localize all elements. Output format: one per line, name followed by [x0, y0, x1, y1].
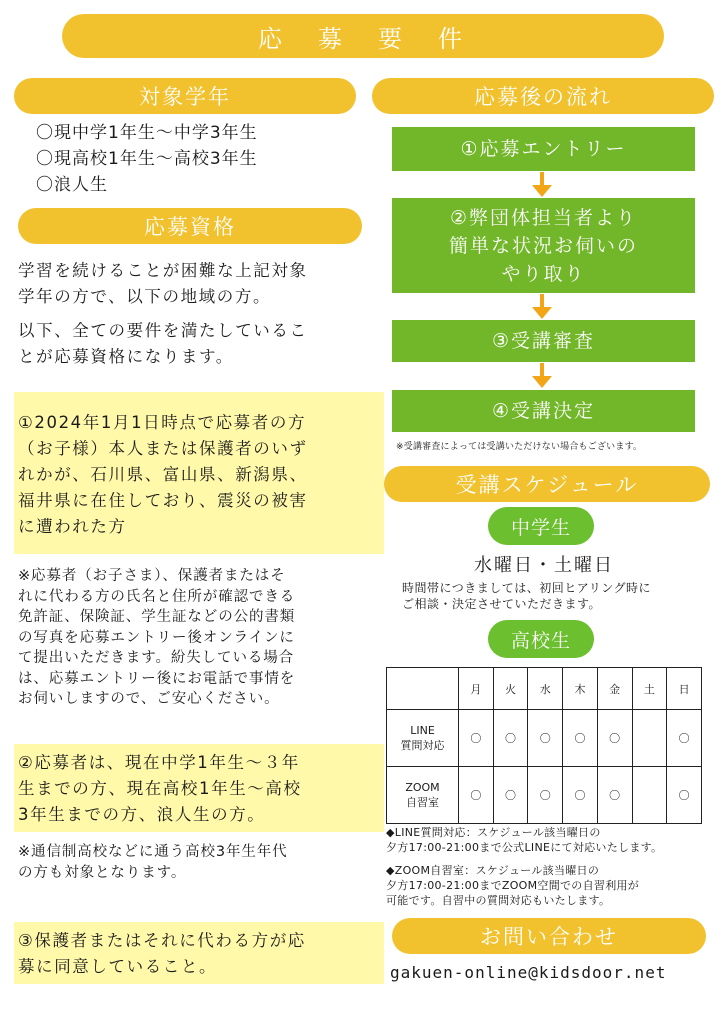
qualification-heading-text: 応募資格 — [144, 215, 236, 239]
flow-heading — [372, 78, 714, 114]
flow-step-2-line: ②弊団体担当者より — [449, 206, 638, 229]
row-label-line: 自習室 — [406, 796, 439, 809]
flow-heading-text: 応募後の流れ — [474, 85, 612, 109]
requirement-line: れかが、石川県、富山県、新潟県、 — [18, 465, 308, 484]
table-header-cell: 日 — [667, 668, 702, 710]
junior-high-note — [402, 580, 712, 612]
note-line: 時間帯につきましては、初回ヒアリング時に — [402, 581, 652, 595]
requirement-line: ②応募者は、現在中学1年生～３年 — [18, 753, 300, 772]
flow-step-3-text: ③受講審査 — [491, 330, 596, 352]
junior-high-label — [488, 507, 594, 545]
flow-step-2-line: 簡単な状況お伺いの — [448, 234, 638, 257]
table-cell: 〇 — [597, 710, 632, 767]
note-line: お伺いしますので、ご安心ください。 — [18, 691, 280, 707]
intro-line: 学習を続けることが困難な上記対象 — [18, 261, 308, 280]
table-cell: 〇 — [528, 767, 563, 824]
schedule-heading — [384, 466, 710, 502]
qualification-intro — [18, 258, 378, 310]
flow-step-4 — [392, 390, 695, 432]
eligibility-list — [36, 120, 366, 198]
eligibility-item: 〇浪人生 — [36, 175, 108, 195]
table-row — [387, 710, 702, 767]
table-header-cell: 金 — [597, 668, 632, 710]
arrow-down-icon — [532, 172, 552, 198]
table-header-cell: 木 — [563, 668, 598, 710]
flow-step-1 — [392, 127, 695, 171]
note-line: の方も対象となります。 — [18, 864, 187, 881]
requirement-line: ③保護者またはそれに代わる方が応 — [18, 931, 306, 950]
note-line: は、応募エントリー後にお電話で事情を — [18, 670, 296, 687]
table-header-cell: 土 — [632, 668, 667, 710]
page-title — [62, 14, 664, 58]
senior-high-label — [488, 620, 594, 658]
schedule-table — [386, 667, 702, 824]
note-line: て提出いただきます。紛失している場合 — [18, 650, 295, 666]
table-header-cell: 火 — [493, 668, 528, 710]
requirement-2 — [18, 750, 384, 828]
table-cell: 〇 — [528, 710, 563, 767]
eligibility-heading-text: 対象学年 — [139, 85, 231, 109]
note-line: れに代わる方の氏名と住所が確認できる — [18, 588, 296, 605]
row-label-line — [387, 710, 459, 767]
intro-line: とが応募資格になります。 — [18, 347, 234, 366]
note-line: ※通信制高校などに通う高校3年生年代 — [18, 844, 288, 860]
intro-line: 学年の方で、以下の地域の方。 — [18, 287, 272, 306]
table-cell: 〇 — [459, 767, 494, 824]
table-cell: 〇 — [597, 767, 632, 824]
note-line: 夕方17:00-21:00まで公式LINEにて対応いたします。 — [386, 841, 663, 854]
requirement-line: に遭われた方 — [18, 517, 127, 536]
flow-note: ※受講審査によっては受講いただけない場合もございます。 — [396, 442, 643, 452]
flow-step-4-text: ④受講決定 — [491, 400, 596, 422]
requirement-2-note — [18, 842, 380, 883]
line-support-note — [386, 825, 722, 855]
note-line: 免許証、保険証、学生証などの公的書類 — [18, 609, 296, 625]
junior-high-days: 水曜日・土曜日 — [474, 555, 614, 576]
arrow-down-icon — [532, 363, 552, 389]
requirement-line: 募に同意していること。 — [18, 957, 218, 976]
table-cell — [632, 767, 667, 824]
flow-step-2 — [392, 198, 695, 293]
flow-step-1-text: ①応募エントリー — [460, 138, 627, 160]
table-cell: 〇 — [563, 710, 598, 767]
junior-high-label-text: 中学生 — [510, 516, 571, 539]
table-cell: 〇 — [667, 710, 702, 767]
note-line: の写真を応募エントリー後オンラインに — [18, 629, 295, 646]
contact-heading — [392, 918, 706, 954]
table-corner-cell — [387, 668, 459, 710]
note-line: 可能です。自習中の質問対応もいたします。 — [386, 894, 611, 907]
senior-high-label-text: 高校生 — [510, 629, 571, 652]
eligibility-item: 〇現高校1年生～高校3年生 — [36, 149, 258, 169]
table-cell: 〇 — [459, 710, 494, 767]
requirement-1-note — [18, 566, 380, 710]
schedule-heading-text: 受講スケジュール — [455, 473, 639, 497]
flow-step-2-line: やり取り — [501, 262, 586, 285]
row-label-line: ZOOM — [405, 781, 440, 794]
table-cell — [632, 710, 667, 767]
table-cell: 〇 — [493, 710, 528, 767]
note-line: 夕方17:00-21:00までZOOM空間での自習利用が — [386, 879, 640, 892]
qualification-intro-2 — [18, 318, 378, 370]
table-cell: 〇 — [667, 767, 702, 824]
table-header-cell: 水 — [528, 668, 563, 710]
eligibility-heading — [14, 78, 356, 114]
intro-line: 以下、全ての要件を満たしているこ — [18, 321, 308, 340]
note-line: ◆ZOOM自習室：スケジュール該当曜日の — [386, 864, 600, 877]
page-title-text: 応 募 要 件 — [258, 24, 468, 53]
note-line: ※応募者（お子さま）、保護者またはそ — [18, 568, 286, 584]
contact-email[interactable]: gakuen-online@kidsdoor.net — [390, 963, 667, 982]
requirement-line: 福井県に在住しており、震災の被害 — [18, 491, 308, 510]
note-line: ◆LINE質問対応：スケジュール該当曜日の — [386, 826, 601, 839]
row-label-line: 質問対応 — [400, 739, 445, 752]
row-label-line: LINE — [410, 724, 435, 737]
table-cell: 〇 — [493, 767, 528, 824]
requirement-3 — [18, 928, 384, 980]
table-row — [387, 767, 702, 824]
note-line: ご相談・決定させていただきます。 — [402, 597, 602, 611]
arrow-down-icon — [532, 294, 552, 320]
table-header-row — [387, 668, 702, 710]
row-label-line — [387, 767, 459, 824]
requirement-line: （お子様）本人または保護者のいず — [18, 439, 308, 458]
requirement-line: 生までの方、現在高校1年生～高校 — [18, 779, 302, 798]
requirement-line: 3年生までの方、浪人生の方。 — [18, 805, 266, 824]
requirement-line: ①2024年1月1日時点で応募者の方 — [18, 413, 307, 432]
contact-heading-text: お問い合わせ — [480, 925, 618, 949]
table-cell: 〇 — [563, 767, 598, 824]
qualification-heading — [18, 208, 362, 244]
eligibility-item: 〇現中学1年生～中学3年生 — [36, 123, 258, 143]
table-header-cell: 月 — [459, 668, 494, 710]
zoom-room-note — [386, 863, 722, 908]
requirement-1 — [18, 410, 384, 540]
flow-step-3 — [392, 320, 695, 362]
